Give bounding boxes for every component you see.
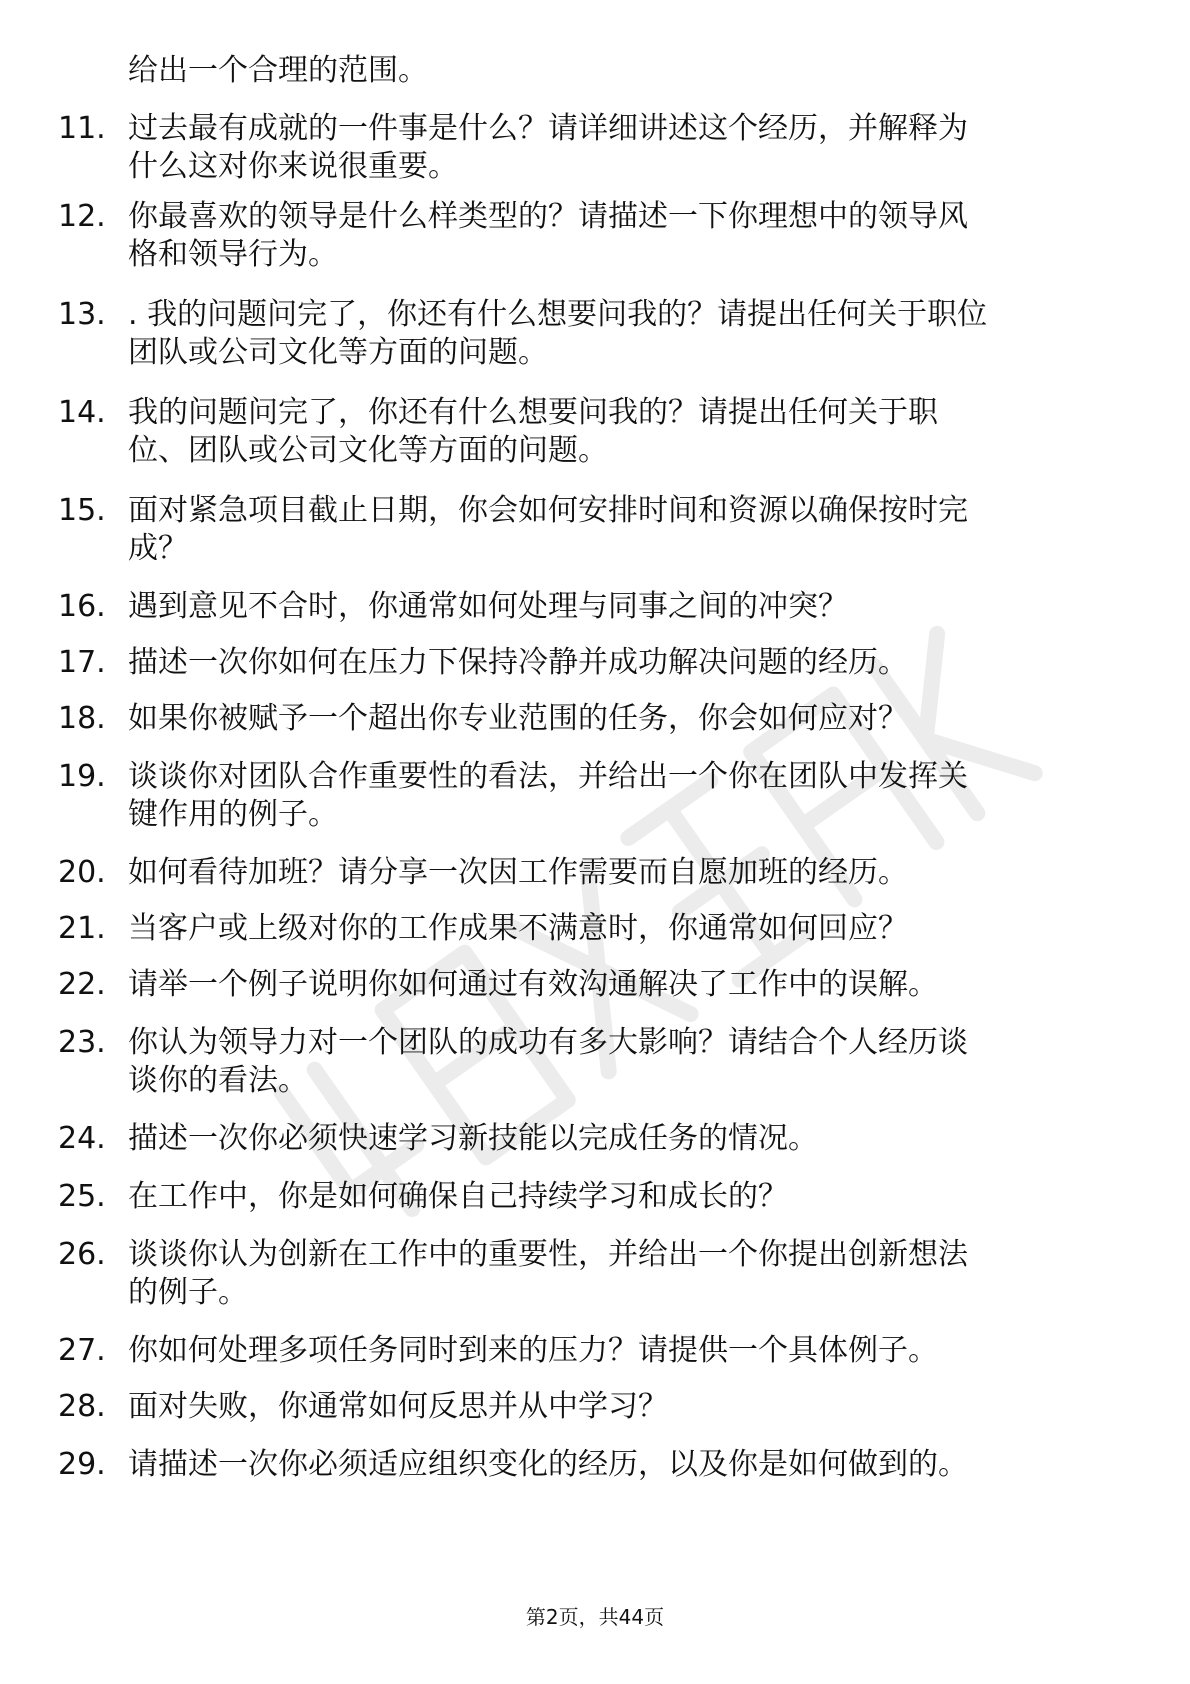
item-number: 15. xyxy=(58,493,106,528)
item-text-line: 描述一次你必须快速学习新技能以完成任务的情况。 xyxy=(128,1121,818,1156)
item-number: 23. xyxy=(58,1025,106,1060)
item-text xyxy=(128,588,1128,626)
item-text-line: 遇到意见不合时，你通常如何处理与同事之间的冲突？ xyxy=(128,589,848,624)
item-text-line: 谈谈你认为创新在工作中的重要性，并给出一个你提出创新想法 xyxy=(128,1237,968,1272)
item-number: 26. xyxy=(58,1237,106,1272)
item-text-line: 如何看待加班？请分享一次因工作需要而自愿加班的经历。 xyxy=(128,855,908,890)
page-footer: 第2页，共44页 xyxy=(525,1605,665,1629)
item-text xyxy=(128,198,1128,274)
item-text-line: 过去最有成就的一件事是什么？请详细讲述这个经历，并解释为 xyxy=(128,111,968,146)
item-text-line: 在工作中，你是如何确保自己持续学习和成长的？ xyxy=(128,1179,788,1214)
item-text xyxy=(128,700,1128,738)
item-text-line: 描述一次你如何在压力下保持冷静并成功解决问题的经历。 xyxy=(128,645,908,680)
item-text xyxy=(128,1024,1128,1100)
item-text-line: 团队或公司文化等方面的问题。 xyxy=(128,335,548,370)
item-text-line: 请描述一次你必须适应组织变化的经历，以及你是如何做到的。 xyxy=(128,1447,968,1482)
item-number: 27. xyxy=(58,1333,106,1368)
item-text-line: 格和领导行为。 xyxy=(128,237,338,272)
item-text-line: 谈你的看法。 xyxy=(128,1063,308,1098)
item-text-line: 谈谈你对团队合作重要性的看法，并给出一个你在团队中发挥关 xyxy=(128,759,968,794)
item-text xyxy=(128,966,1128,1004)
item-text xyxy=(128,1446,1128,1484)
item-text-line: 请举一个例子说明你如何通过有效沟通解决了工作中的误解。 xyxy=(128,967,938,1002)
item-number: 28. xyxy=(58,1389,106,1424)
item-number: 12. xyxy=(58,199,106,234)
item-text-line: 键作用的例子。 xyxy=(128,797,338,832)
item-text xyxy=(128,758,1128,834)
item-text xyxy=(128,110,1128,186)
item-text xyxy=(128,1332,1128,1370)
item-text xyxy=(128,910,1128,948)
item-text-line: 你最喜欢的领导是什么样类型的？请描述一下你理想中的领导风 xyxy=(128,199,968,234)
item-text xyxy=(128,492,1128,568)
item-text-line: 你认为领导力对一个团队的成功有多大影响？请结合个人经历谈 xyxy=(128,1025,968,1060)
item-number: 14. xyxy=(58,395,106,430)
item-text-line: 成？ xyxy=(128,531,188,566)
item-text xyxy=(128,854,1128,892)
item-number: 24. xyxy=(58,1121,106,1156)
item-text xyxy=(128,1388,1128,1426)
item-number: 13. xyxy=(58,297,106,332)
item-text xyxy=(128,1120,1128,1158)
item-text-line: 的例子。 xyxy=(128,1275,248,1310)
item-number: 25. xyxy=(58,1179,106,1214)
item-text xyxy=(128,644,1128,682)
item-number: 11. xyxy=(58,111,106,146)
item-text-line: . 我的问题问完了，你还有什么想要问我的？请提出任何关于职位 xyxy=(128,297,988,332)
item-number: 21. xyxy=(58,911,106,946)
item-number: 19. xyxy=(58,759,106,794)
item-text-line: 如果你被赋予一个超出你专业范围的任务，你会如何应对？ xyxy=(128,701,908,736)
item-text-line: 你如何处理多项任务同时到来的压力？请提供一个具体例子。 xyxy=(128,1333,938,1368)
item-text-line: 什么这对你来说很重要。 xyxy=(128,149,458,184)
item-text-line: 位、团队或公司文化等方面的问题。 xyxy=(128,433,608,468)
item-text xyxy=(128,1236,1128,1312)
item-number: 29. xyxy=(58,1447,106,1482)
item-number: 17. xyxy=(58,645,106,680)
item-text xyxy=(128,296,1128,372)
item-number: 18. xyxy=(58,701,106,736)
item-number: 16. xyxy=(58,589,106,624)
item-number: 20. xyxy=(58,855,106,890)
item-text xyxy=(128,1178,1128,1216)
continuation-line: 给出一个合理的范围。 xyxy=(128,53,428,88)
item-text-line: 面对紧急项目截止日期，你会如何安排时间和资源以确保按时完 xyxy=(128,493,968,528)
item-text xyxy=(128,394,1128,470)
item-number: 22. xyxy=(58,967,106,1002)
item-text-line: 我的问题问完了，你还有什么想要问我的？请提出任何关于职 xyxy=(128,395,938,430)
item-text-line: 当客户或上级对你的工作成果不满意时，你通常如何回应？ xyxy=(128,911,908,946)
item-text-line: 面对失败，你通常如何反思并从中学习？ xyxy=(128,1389,668,1424)
